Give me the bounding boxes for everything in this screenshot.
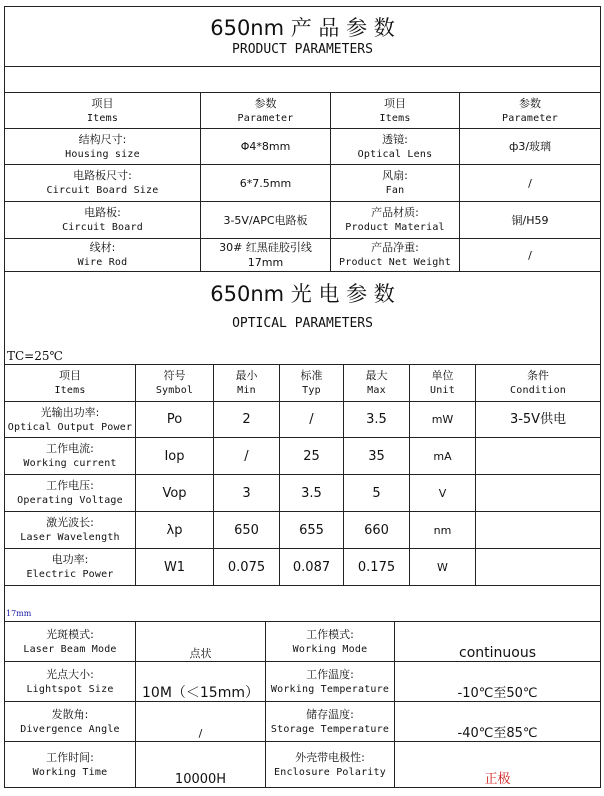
label-en: Typ — [302, 385, 321, 396]
table-cell: / — [136, 702, 266, 742]
label-en: Circuit Board Size — [46, 185, 159, 196]
table-cell — [5, 165, 201, 202]
table-cell — [5, 402, 136, 438]
table-cell: 6*7.5mm — [201, 165, 331, 202]
product-parameters-table — [4, 6, 601, 272]
label-cn: 工作时间: — [46, 750, 94, 764]
label-cn: 光输出功率: — [40, 405, 100, 419]
label-cn: 项目 — [384, 96, 406, 110]
label-cn: 工作电压: — [46, 479, 94, 492]
spacer-row — [5, 67, 601, 93]
label-en: Housing size — [65, 148, 140, 160]
table-cell: W1 — [136, 549, 214, 586]
table-cell — [5, 438, 136, 475]
label-en: Parameter — [502, 112, 558, 124]
product-title: 650nm 产 品 参 数 — [210, 15, 395, 40]
table-cell — [331, 165, 460, 202]
label-en: Divergence Angle — [20, 723, 120, 735]
table-cell: 3-5V/APC电路板 — [201, 202, 331, 239]
table-cell: -40℃至85℃ — [395, 702, 601, 742]
table-cell — [476, 438, 601, 475]
table-cell — [5, 475, 136, 512]
table-cell: Iop — [136, 438, 214, 475]
label-en: Unit — [430, 385, 455, 396]
label-en: Working current — [23, 458, 117, 469]
label-en: Parameter — [237, 112, 294, 124]
table-cell — [5, 662, 136, 702]
label-en: Working Mode — [292, 643, 368, 655]
table-cell: mA — [410, 438, 476, 475]
product-row — [5, 202, 601, 239]
label-cn: 单位 — [431, 369, 454, 382]
table-cell — [476, 365, 601, 402]
label-cn: 30# 红黑硅胶引线 — [219, 241, 312, 254]
label-cn: 发散角: — [51, 707, 89, 721]
label-en: Optical Lens — [357, 148, 433, 160]
label-cn: 风扇: — [382, 169, 408, 182]
label-cn: 条件 — [527, 369, 550, 382]
label-en: Fan — [385, 185, 405, 196]
table-cell — [280, 365, 344, 402]
table-cell — [5, 365, 136, 402]
table-cell: mW — [410, 402, 476, 438]
label-cn: 电路板尺寸: — [73, 169, 132, 182]
table-cell: 铜/H59 — [460, 202, 601, 239]
table-cell: 2 — [214, 402, 280, 438]
table-cell — [5, 239, 201, 272]
optical-row — [5, 549, 601, 586]
table-cell: -10℃至50℃ — [395, 662, 601, 702]
optical-row — [5, 512, 601, 549]
table-cell — [266, 742, 395, 788]
table-cell: / — [214, 438, 280, 475]
table-cell — [476, 549, 601, 586]
mode-row — [5, 662, 601, 702]
label-cn: 电路板: — [84, 206, 121, 219]
table-cell: 3-5V供电 — [476, 402, 601, 438]
optical-row — [5, 402, 601, 438]
label-cn: 17mm — [247, 256, 284, 269]
label-en: Laser Wavelength — [20, 532, 120, 543]
product-row — [5, 165, 601, 202]
label-cn: 工作模式: — [306, 627, 354, 641]
table-cell: 35 — [344, 438, 410, 475]
product-row — [5, 239, 601, 272]
table-cell — [331, 129, 460, 165]
table-cell — [136, 365, 214, 402]
label-en: Working Temperature — [270, 683, 390, 695]
header-items — [5, 93, 201, 129]
optical-row — [5, 475, 601, 512]
header-items-2 — [331, 93, 460, 129]
table-cell: 655 — [280, 512, 344, 549]
table-cell: 0.087 — [280, 549, 344, 586]
table-cell: 3 — [214, 475, 280, 512]
table-cell — [331, 202, 460, 239]
table-cell — [344, 365, 410, 402]
optical-row — [5, 438, 601, 475]
table-cell: W — [410, 549, 476, 586]
label-cn: 项目 — [59, 369, 81, 382]
table-cell — [5, 202, 201, 239]
table-cell — [5, 742, 136, 788]
label-en: Condition — [510, 385, 567, 396]
table-cell: nm — [410, 512, 476, 549]
label-en: Product Material — [345, 222, 445, 233]
table-cell: Φ4*8mm — [201, 129, 331, 165]
table-cell — [266, 662, 395, 702]
table-cell: / — [460, 165, 601, 202]
label-en: Symbol — [155, 385, 194, 396]
label-cn: 最大 — [365, 369, 388, 382]
table-cell: / — [280, 402, 344, 438]
label-en: Optical Output Power — [7, 421, 133, 433]
label-en: Items — [86, 112, 119, 124]
label-en: Items — [54, 385, 86, 396]
table-cell: 0.175 — [344, 549, 410, 586]
table-cell: 3.5 — [280, 475, 344, 512]
table-cell: 5 — [344, 475, 410, 512]
table-cell: λp — [136, 512, 214, 549]
spec-sheet — [4, 6, 600, 788]
optical-parameters-table — [4, 271, 601, 622]
table-cell — [476, 512, 601, 549]
label-en: Items — [379, 112, 411, 124]
label-cn: 电功率: — [51, 553, 89, 566]
length-note: 17mm — [5, 586, 601, 622]
table-cell: 10000H — [136, 742, 266, 788]
table-cell — [266, 702, 395, 742]
header-parameter-2 — [460, 93, 601, 129]
label-cn: 线材: — [89, 241, 116, 254]
label-en: Working Time — [32, 766, 108, 778]
optical-title: 650nm 光 电 参 数 — [210, 281, 395, 306]
table-cell: Po — [136, 402, 214, 438]
label-cn: 结构尺寸: — [78, 132, 127, 146]
table-cell — [331, 239, 460, 272]
table-cell — [5, 512, 136, 549]
label-cn: 外壳带电极性: — [295, 750, 365, 764]
table-cell — [5, 549, 136, 586]
label-en: Storage Temperature — [270, 723, 390, 735]
label-en: Min — [237, 385, 256, 396]
label-en: Electric Power — [26, 569, 114, 580]
table-cell: 点状 — [136, 622, 266, 662]
label-en: Circuit Board — [62, 222, 143, 233]
label-cn: 激光波长: — [46, 516, 94, 529]
table-cell: / — [460, 239, 601, 272]
product-header-row — [5, 93, 601, 129]
table-cell — [410, 365, 476, 402]
label-en: Lightspot Size — [26, 683, 114, 695]
product-row — [5, 129, 601, 165]
table-cell: 660 — [344, 512, 410, 549]
label-en: Max — [367, 385, 386, 396]
table-cell — [5, 129, 201, 165]
table-cell — [266, 622, 395, 662]
label-en: Product Net Weight — [339, 257, 451, 268]
table-cell: continuous — [395, 622, 601, 662]
label-en: Operating Voltage — [17, 495, 123, 506]
label-cn: 透镜: — [382, 132, 408, 146]
table-cell: Vop — [136, 475, 214, 512]
temperature-note: TC=25℃ — [5, 342, 601, 365]
product-subtitle: PRODUCT PARAMETERS — [232, 41, 373, 57]
table-cell: ф3/玻璃 — [460, 129, 601, 165]
label-cn: 标准 — [300, 369, 323, 382]
label-en: Wire Rod — [77, 257, 128, 268]
mode-row — [5, 742, 601, 788]
label-cn: 光斑模式: — [46, 627, 94, 641]
polarity-value: 正极 — [395, 742, 601, 788]
label-cn: 最小 — [235, 369, 258, 382]
table-cell — [201, 239, 331, 272]
optical-subtitle: OPTICAL PARAMETERS — [232, 315, 373, 331]
table-cell: 25 — [280, 438, 344, 475]
table-cell — [476, 475, 601, 512]
label-en: Laser Beam Mode — [23, 643, 117, 655]
label-cn: 符号 — [163, 369, 186, 382]
label-cn: 项目 — [91, 96, 114, 110]
mode-row — [5, 702, 601, 742]
table-cell: V — [410, 475, 476, 512]
label-cn: 储存温度: — [306, 707, 354, 721]
mode-parameters-table — [4, 621, 601, 788]
table-cell: 3.5 — [344, 402, 410, 438]
label-en: Enclosure Polarity — [274, 766, 386, 778]
table-cell: 10M（＜15mm） — [136, 662, 266, 702]
table-cell — [214, 365, 280, 402]
header-parameter — [201, 93, 331, 129]
label-cn: 参数 — [254, 96, 277, 110]
table-cell — [5, 702, 136, 742]
mode-row — [5, 622, 601, 662]
table-cell: 650 — [214, 512, 280, 549]
label-cn: 参数 — [519, 96, 541, 110]
label-cn: 工作温度: — [306, 667, 354, 681]
optical-header-row — [5, 365, 601, 402]
table-cell — [5, 622, 136, 662]
label-cn: 光点大小: — [46, 667, 94, 681]
label-cn: 工作电流: — [46, 442, 94, 455]
label-cn: 产品材质: — [371, 206, 419, 219]
table-cell: 0.075 — [214, 549, 280, 586]
optical-title-cell — [5, 272, 601, 342]
label-cn: 产品净重: — [371, 241, 419, 254]
product-title-cell — [5, 7, 601, 67]
